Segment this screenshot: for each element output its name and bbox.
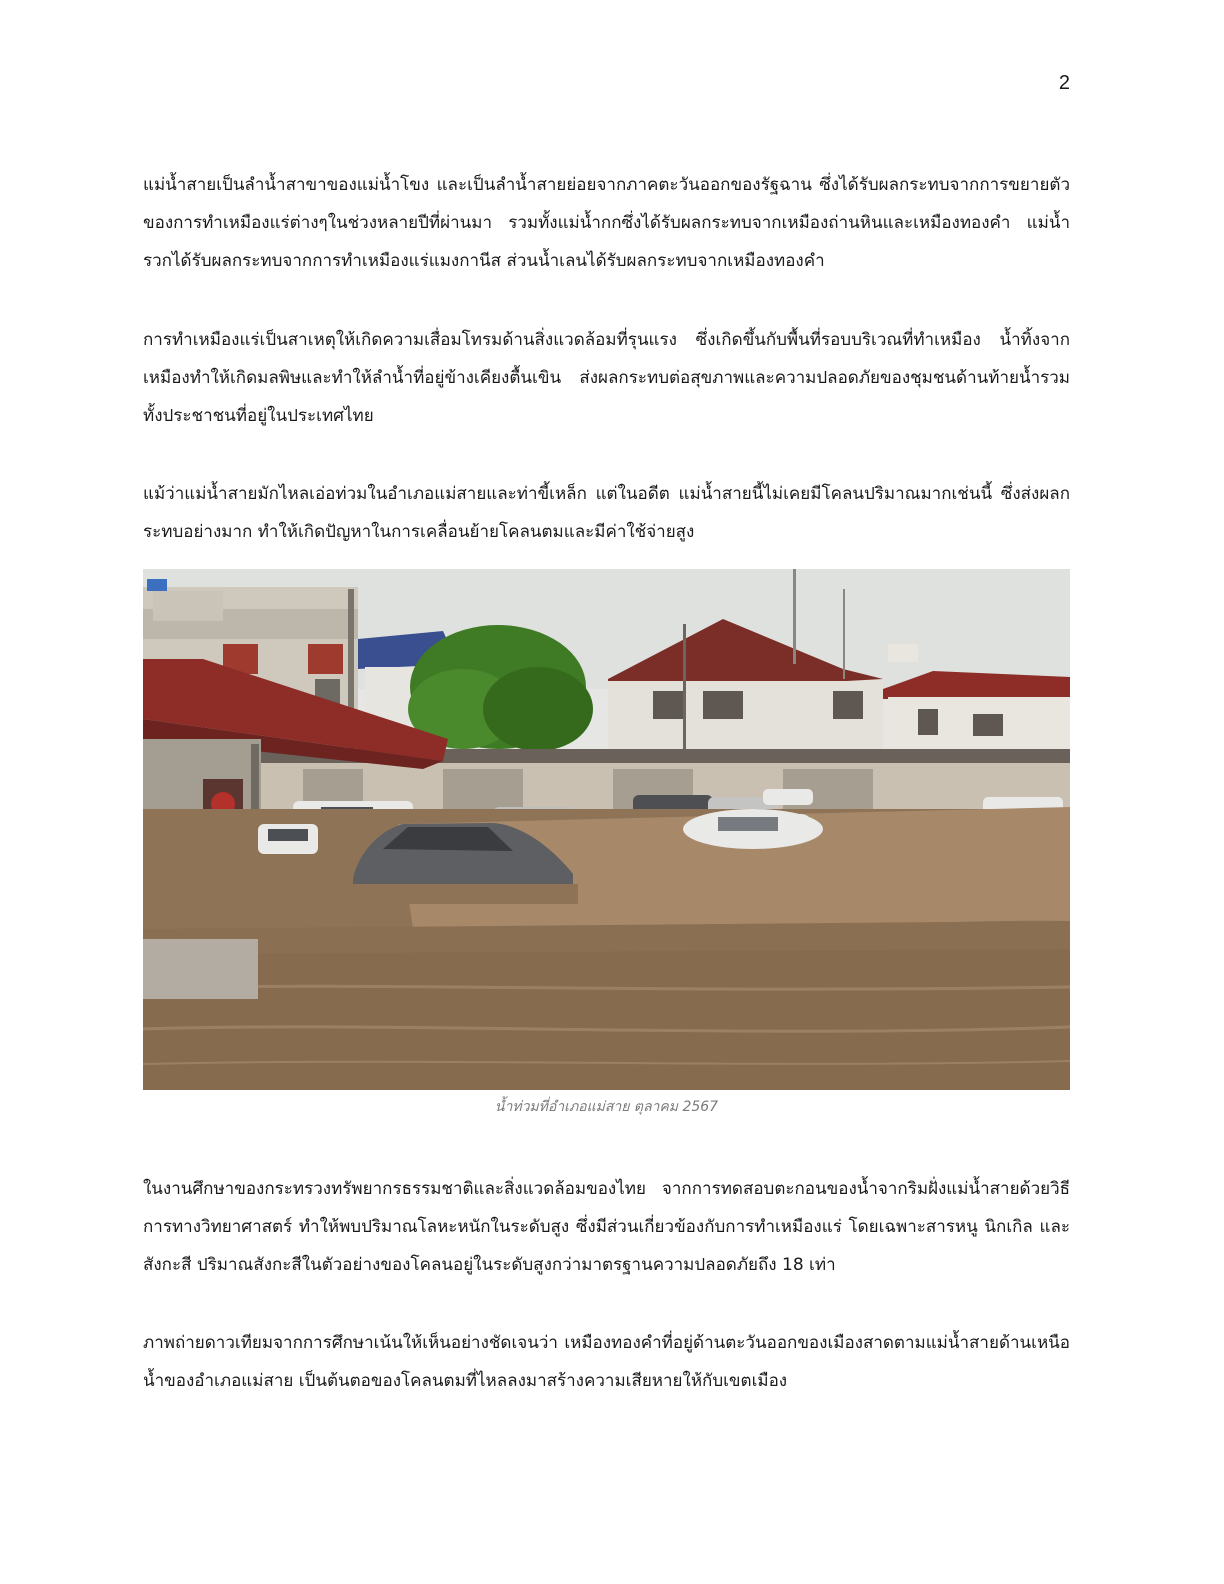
paragraph-flooding-mud: แม้ว่าแม่น้ำสายมักไหลเอ่อท่วมในอำเภอแม่สายและท่าขี้เหล็ก แต่ในอดีต แม่น้ำสายนี้ไม่เคยมีโคลนปริมาณมากเช่นนี้ ซึ่งส่งผลกระทบอย่างมาก ทำให้เกิดปัญหาในการเคลื่อนย้ายโคลนตมและมีค่าใช้จ่ายสูง <box>143 484 1070 542</box>
paragraph-mae-sai-river: แม่น้ำสายเป็นลำน้ำสาขาของแม่น้ำโขง และเป็นลำน้ำสายย่อยจากภาคตะวันออกของรัฐฉาน ซึ่งได้รับผลกระทบจากการขยายตัวของการทำเหมืองแร่ต่างๆในช่วงหลายปีที่ผ่านมา รวมทั้งแม่น้ำกกซึ่งได้รับผลกระทบจากเหมืองถ่านหินและเหมืองทองคำ แม่น้ำรวกได้รับผลกระทบจากการทำเหมืองแร่แมงกานีส ส่วนน้ำเลนได้รับผลกระทบจากเหมืองทองคำ <box>143 175 1070 271</box>
page-number: 2 <box>1058 72 1070 94</box>
photo-caption: น้ำท่วมที่อำเภอแม่สาย ตุลาคม 2567 <box>494 1099 719 1115</box>
paragraph-heavy-metals-study: ในงานศึกษาของกระทรวงทรัพยากรธรรมชาติและสิ่งแวดล้อมของไทย จากการทดสอบตะกอนของน้ำจากริมฝั่งแม่น้ำสายด้วยวิธีการทางวิทยาศาสตร์ ทำให้พบปริมาณโลหะหนักในระดับสูง ซึ่งมีส่วนเกี่ยวข้องกับการทำเหมืองแร่ โดยเฉพาะสารหนู นิกเกิล และสังกะสี ปริมาณสังกะสีในตัวอย่างของโคลนอยู่ในระดับสูงกว่ามาตรฐานความปลอดภัยถึง 18 เท่า <box>143 1179 1070 1275</box>
paragraph-satellite-images: ภาพถ่ายดาวเทียมจากการศึกษาเน้นให้เห็นอย่างชัดเจนว่า เหมืองทองคำที่อยู่ด้านตะวันออกของเมืองสาดตามแม่น้ำสายด้านเหนือน้ำของอำเภอแม่สาย เป็นต้นตอของโคลนตมที่ไหลลงมาสร้างความเสียหายให้กับเขตเมือง <box>143 1333 1070 1391</box>
paragraph-mining-impact: การทำเหมืองแร่เป็นสาเหตุให้เกิดความเสื่อมโทรมด้านสิ่งแวดล้อมที่รุนแรง ซึ่งเกิดขึ้นกับพื้นที่รอบบริเวณที่ทำเหมือง น้ำทิ้งจากเหมืองทำให้เกิดมลพิษและทำให้ลำน้ำที่อยู่ข้างเคียงตื้นเขิน ส่งผลกระทบต่อสุขภาพและความปลอดภัยของชุมชนด้านท้ายน้ำรวมทั้งประชาชนที่อยู่ในประเทศไทย <box>143 330 1070 426</box>
flood-photo <box>143 569 1070 1090</box>
